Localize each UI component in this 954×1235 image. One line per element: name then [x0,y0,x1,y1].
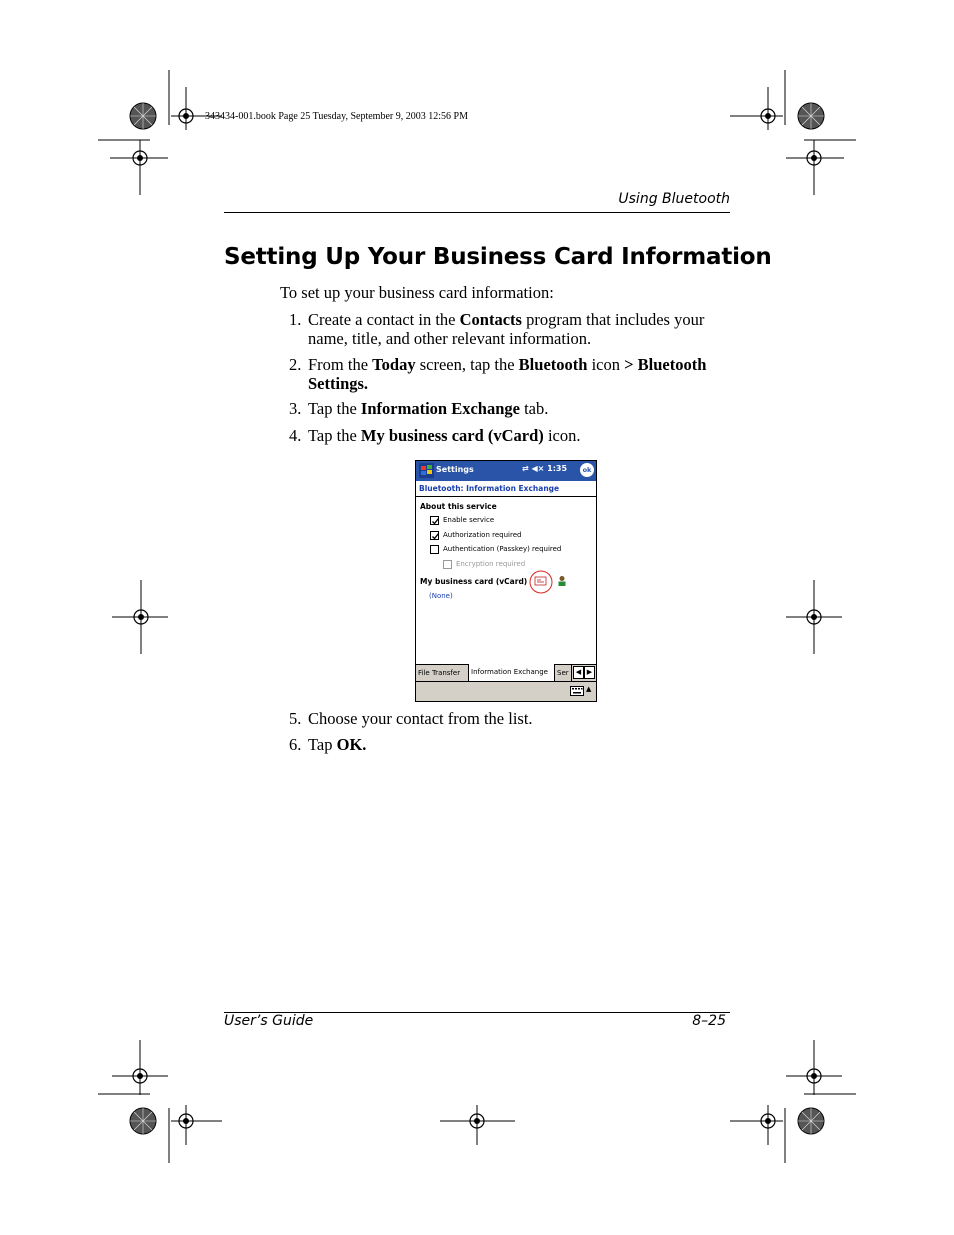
check-icon [431,517,440,526]
step-5: 5. Choose your contact from the list. [289,709,533,728]
header-rule [224,212,730,213]
encryption-checkbox [443,560,452,569]
step-4: 4. Tap the My business card (vCard) icon. [289,426,581,445]
tab-services[interactable]: Ser [555,665,572,681]
authentication-label: Authentication (Passkey) required [443,545,562,553]
tab-file-transfer[interactable]: File Transfer [416,665,469,681]
enable-service-checkbox[interactable] [430,516,439,525]
pda-tab-bar [416,664,596,682]
check-icon [431,532,440,541]
intro-text: To set up your business card information: [280,283,554,302]
step-6: 6. Tap OK. [289,735,367,754]
running-head: Using Bluetooth [618,191,730,207]
ok-button[interactable]: ok [580,463,594,477]
footer-left: User’s Guide [224,1013,314,1029]
footer-page-number: 8–25 [692,1013,726,1029]
authorization-checkbox[interactable] [430,531,439,540]
about-service-label: About this service [420,502,497,511]
speaker-icon[interactable]: ◀× [531,464,545,473]
windows-start-icon[interactable] [419,463,434,478]
step-2: 2. From the Today screen, tap the Bluetooth icon > Bluetooth Settings. [289,355,707,393]
tab-scroll-left-icon[interactable]: ◀ [573,666,584,679]
pda-titlebar [416,461,596,481]
business-card-label: My business card (vCard) [420,577,528,586]
connectivity-icon[interactable]: ⇄ [522,464,529,473]
step-3: 3. Tap the Information Exchange tab. [289,399,549,418]
authentication-checkbox[interactable] [430,545,439,554]
keyboard-icon[interactable] [570,686,584,696]
section-heading: Setting Up Your Business Card Information [224,244,772,270]
pda-title: Settings [436,465,474,474]
pda-clock[interactable]: 1:35 [547,464,568,473]
tab-information-exchange[interactable]: Information Exchange [469,664,555,682]
pda-subtitle-rule [416,496,596,497]
pda-menu-bar [416,681,596,702]
pda-subtitle: Bluetooth: Information Exchange [419,484,560,493]
authorization-label: Authorization required [443,531,522,539]
enable-service-label: Enable service [443,516,495,524]
vcard-icon[interactable] [529,570,555,596]
contact-picker-icon[interactable] [556,575,568,587]
input-panel-arrow-icon[interactable]: ▲ [586,685,592,693]
pda-status [522,464,567,473]
tab-scroll-right-icon[interactable]: ▶ [584,666,595,679]
encryption-label: Encryption required [456,560,526,568]
step-1: 1. Create a contact in the Contacts program that includes your name, title, and other relevant information. [289,310,705,348]
business-card-value: (None) [429,592,453,600]
print-slug: 343434-001.book Page 25 Tuesday, September 9, 2003 12:56 PM [205,111,468,122]
pda-screenshot [415,460,597,702]
